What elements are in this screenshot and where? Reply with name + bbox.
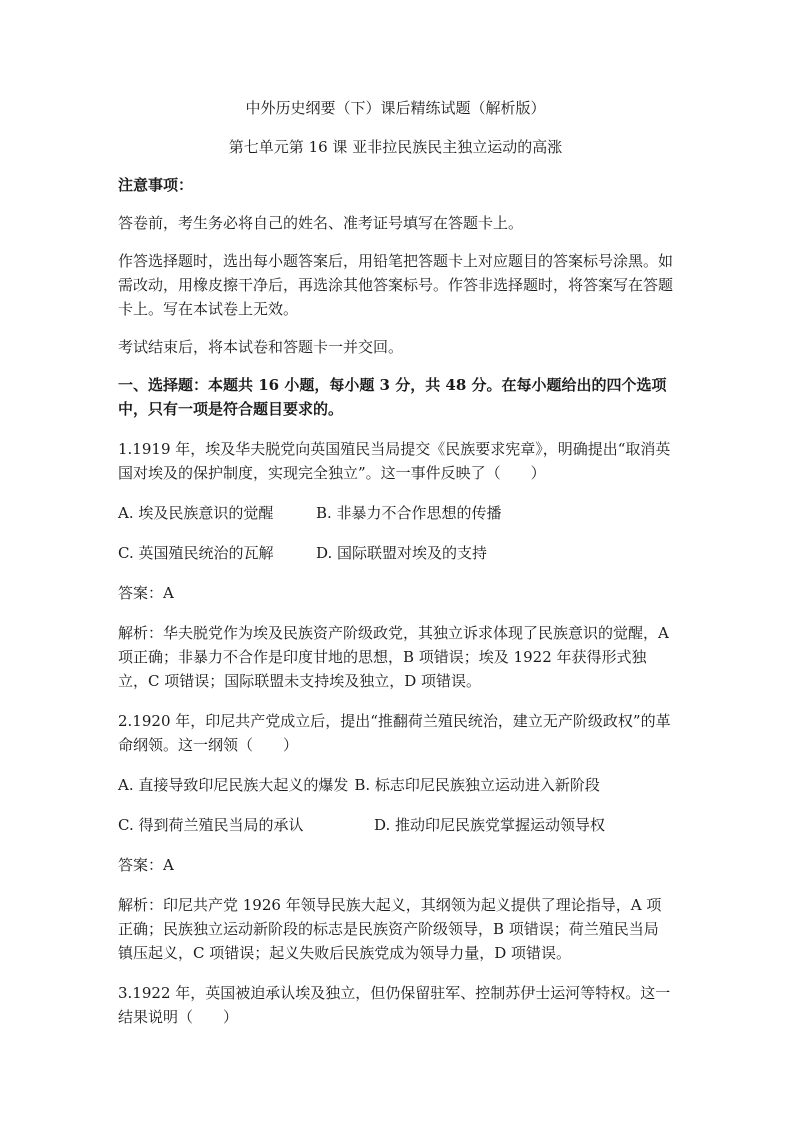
question-stem: 1.1919 年，埃及华夫脱党向英国殖民当局提交《民族要求宪章》，明确提出“取消英国对埃及的保护制度，实现完全独立”。这一事件反映了（ ） [118, 440, 671, 482]
option-row [118, 501, 673, 525]
option-b: B. 非暴力不合作思想的传播 [316, 504, 502, 522]
option-c: C. 英国殖民统治的瓦解 [118, 544, 274, 562]
analysis-text: 解析：印尼共产党 1926 年领导民族大起义，其纲领为起义提供了理论指导，A 项正确；民族独立运动新阶段的标志是民族资产阶级领导，B 项错误；荷兰殖民当局镇压起义，C 项错误；起义失败后民族党成为领导力量，D 项错误。 [118, 896, 662, 962]
question-stem: 3.1922 年，英国被迫承认埃及独立，但仍保留驻军、控制苏伊士运河等特权。这一结果说明（ ） [118, 984, 671, 1026]
analysis-text: 解析：华夫脱党作为埃及民族资产阶级政党，其独立诉求体现了民族意识的觉醒，A 项正确；非暴力不合作是印度甘地的思想，B 项错误；埃及 1922 年获得形式独立，C 项错误；国际联盟未支持埃及独立，D 项错误。 [118, 624, 669, 690]
section-heading: 一、选择题：本题共 16 小题，每小题 3 分，共 48 分。在每小题给出的四个选项中，只有一项是符合题目要求的。 [118, 376, 667, 418]
option-row [118, 773, 673, 797]
question-stem: 2.1920 年，印尼共产党成立后，提出“推翻荷兰殖民统治，建立无产阶级政权”的革命纲领。这一纲领（ ） [118, 712, 671, 754]
option-b: B. 标志印尼民族独立运动进入新阶段 [354, 776, 600, 794]
option-d: D. 国际联盟对埃及的支持 [316, 544, 488, 562]
document-title: 中外历史纲要（下）课后精练试题（解析版） [245, 99, 546, 117]
notice-item: 考试结束后，将本试卷和答题卡一并交回。 [118, 338, 404, 356]
option-a: A. 直接导致印尼民族大起义的爆发 [118, 776, 349, 794]
answer-line: 答案：A [118, 856, 174, 874]
notice-item: 答卷前，考生务必将自己的姓名、准考证号填写在答题卡上。 [118, 214, 524, 232]
answer-line: 答案：A [118, 584, 174, 602]
notice-item: 作答选择题时，选出每小题答案后，用铅笔把答题卡上对应题目的答案标号涂黑。如需改动，用橡皮擦干净后，再选涂其他答案标号。作答非选择题时，将答案写在答题卡上。写在本试卷上无效。 [118, 252, 674, 318]
document-subtitle: 第七单元第 16 课 亚非拉民族民主独立运动的高涨 [228, 138, 563, 156]
option-c: C. 得到荷兰殖民当局的承认 [118, 816, 304, 834]
option-d: D. 推动印尼民族党掌握运动领导权 [374, 816, 606, 834]
option-a: A. 埃及民族意识的觉醒 [118, 504, 274, 522]
option-row [118, 541, 673, 565]
notice-heading: 注意事项： [118, 176, 194, 194]
document-body [118, 96, 673, 1045]
option-row [118, 813, 673, 837]
